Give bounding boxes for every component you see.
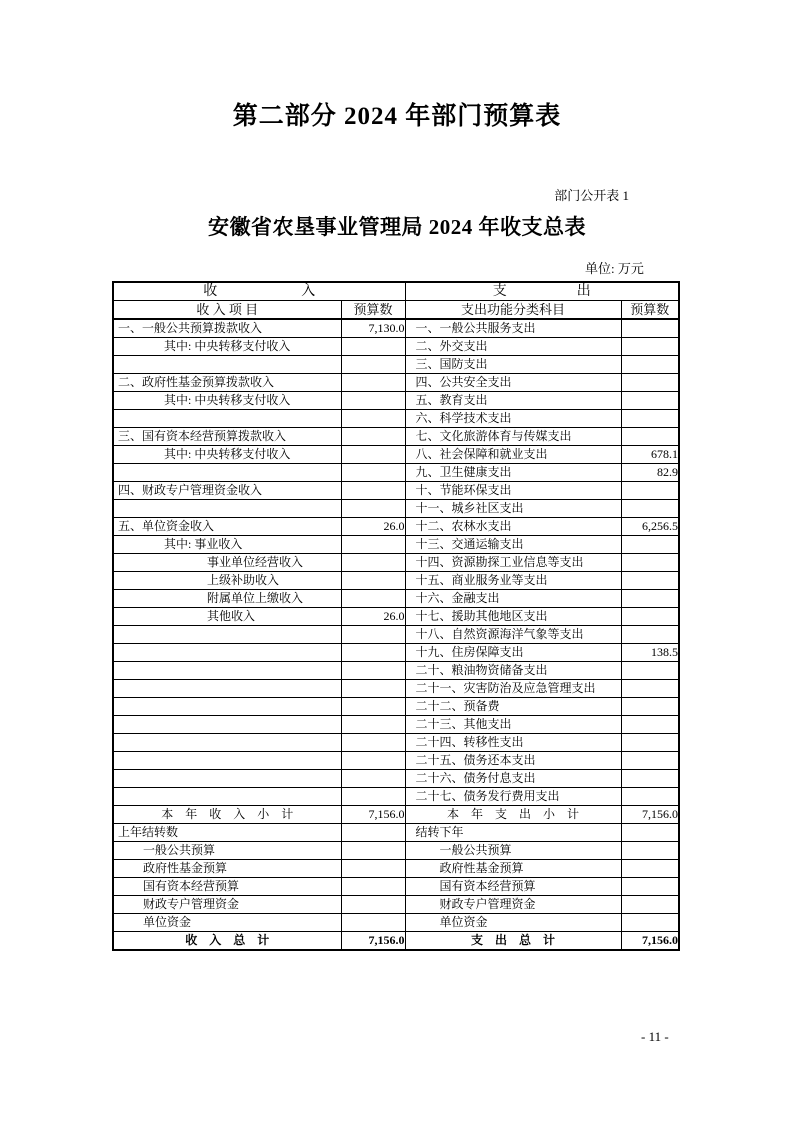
income-item-cell: 其中: 事业收入 — [113, 536, 341, 554]
expense-value-cell — [621, 319, 679, 338]
income-value-cell — [341, 572, 405, 590]
expense-value-cell — [621, 914, 679, 932]
expense-value-cell — [621, 410, 679, 428]
expense-item-cell: 六、科学技术支出 — [405, 410, 621, 428]
expense-value-cell — [621, 734, 679, 752]
expense-value-cell: 138.5 — [621, 644, 679, 662]
expense-item-cell: 二十、粮油物资储备支出 — [405, 662, 621, 680]
table-row — [113, 392, 679, 410]
expense-item-cell: 五、教育支出 — [405, 392, 621, 410]
table-row — [113, 446, 679, 464]
income-item-cell: 政府性基金预算 — [113, 860, 341, 878]
expense-item-cell: 十五、商业服务业等支出 — [405, 572, 621, 590]
income-item-cell — [113, 770, 341, 788]
income-section-header: 收 入 — [113, 282, 405, 301]
expense-item-cell: 结转下年 — [405, 824, 621, 842]
income-value-cell — [341, 626, 405, 644]
expense-item-cell: 二十六、债务付息支出 — [405, 770, 621, 788]
table-row — [113, 932, 679, 951]
income-item-cell — [113, 698, 341, 716]
table-row — [113, 662, 679, 680]
expense-value-cell — [621, 554, 679, 572]
income-value-cell — [341, 824, 405, 842]
expense-value-cell — [621, 878, 679, 896]
table-row — [113, 428, 679, 446]
expense-value-cell — [621, 716, 679, 734]
table-row — [113, 680, 679, 698]
page-title: 第二部分 2024 年部门预算表 — [232, 103, 562, 130]
expense-item-cell: 四、公共安全支出 — [405, 374, 621, 392]
expense-item-cell: 七、文化旅游体育与传媒支出 — [405, 428, 621, 446]
table-row — [113, 338, 679, 356]
income-item-cell: 二、政府性基金预算拨款收入 — [113, 374, 341, 392]
income-value-cell — [341, 716, 405, 734]
income-value-cell — [341, 536, 405, 554]
table-row — [113, 698, 679, 716]
expense-value-cell — [621, 824, 679, 842]
expense-value-cell — [621, 770, 679, 788]
income-item-cell — [113, 410, 341, 428]
expense-item-cell: 十四、资源勘探工业信息等支出 — [405, 554, 621, 572]
income-value-cell — [341, 338, 405, 356]
expense-item-cell: 二十三、其他支出 — [405, 716, 621, 734]
expense-value-cell — [621, 698, 679, 716]
income-item-cell: 五、单位资金收入 — [113, 518, 341, 536]
income-value-cell — [341, 392, 405, 410]
expense-value-cell: 678.1 — [621, 446, 679, 464]
table-row — [113, 500, 679, 518]
expense-value-cell — [621, 626, 679, 644]
expense-item-cell: 十六、金融支出 — [405, 590, 621, 608]
table-row — [113, 572, 679, 590]
table-row — [113, 608, 679, 626]
expense-value-cell: 6,256.5 — [621, 518, 679, 536]
income-item-cell — [113, 644, 341, 662]
expense-value-cell — [621, 356, 679, 374]
budget-table — [112, 281, 680, 951]
expense-item-cell: 十九、住房保障支出 — [405, 644, 621, 662]
income-value-cell — [341, 464, 405, 482]
table-row — [113, 860, 679, 878]
table-row — [113, 410, 679, 428]
income-item-cell — [113, 662, 341, 680]
income-value-cell — [341, 752, 405, 770]
expense-value-cell — [621, 536, 679, 554]
table-title: 安徽省农垦事业管理局 2024 年收支总表 — [208, 215, 586, 239]
expense-item-cell: 政府性基金预算 — [405, 860, 621, 878]
unit-label: 单位: 万元 — [585, 261, 644, 276]
table-row — [113, 626, 679, 644]
table-row — [113, 734, 679, 752]
table-row — [113, 536, 679, 554]
income-value-cell: 26.0 — [341, 608, 405, 626]
income-item-cell: 其他收入 — [113, 608, 341, 626]
income-item-cell: 上年结转数 — [113, 824, 341, 842]
table-row — [113, 788, 679, 806]
expense-item-cell: 支 出 总 计 — [405, 932, 621, 951]
income-item-cell: 附属单位上缴收入 — [113, 590, 341, 608]
expense-value-cell: 7,156.0 — [621, 806, 679, 824]
expense-item-cell: 十八、自然资源海洋气象等支出 — [405, 626, 621, 644]
income-value-cell — [341, 482, 405, 500]
budget-table-body — [113, 319, 679, 950]
income-value-cell — [341, 500, 405, 518]
table-row — [113, 770, 679, 788]
income-value-cell — [341, 860, 405, 878]
table-row — [113, 644, 679, 662]
table-row — [113, 319, 679, 338]
income-value-cell — [341, 446, 405, 464]
income-item-cell: 单位资金 — [113, 914, 341, 932]
expense-item-cell: 国有资本经营预算 — [405, 878, 621, 896]
expense-item-cell: 一、一般公共服务支出 — [405, 319, 621, 338]
income-item-cell — [113, 680, 341, 698]
income-item-cell: 四、财政专户管理资金收入 — [113, 482, 341, 500]
income-budget-column-header: 预算数 — [341, 301, 405, 320]
income-item-cell — [113, 752, 341, 770]
income-item-cell — [113, 788, 341, 806]
expense-value-cell — [621, 500, 679, 518]
expense-value-cell — [621, 752, 679, 770]
income-item-column-header: 收 入 项 目 — [113, 301, 341, 320]
table-row — [113, 716, 679, 734]
page-number: - 11 - — [641, 1029, 669, 1044]
expense-item-cell: 二、外交支出 — [405, 338, 621, 356]
table-row — [113, 590, 679, 608]
expense-value-cell — [621, 338, 679, 356]
expense-value-cell: 7,156.0 — [621, 932, 679, 951]
expense-item-cell: 二十一、灾害防治及应急管理支出 — [405, 680, 621, 698]
expense-item-cell: 财政专户管理资金 — [405, 896, 621, 914]
income-value-cell: 7,156.0 — [341, 932, 405, 951]
expense-value-cell — [621, 662, 679, 680]
income-item-cell: 其中: 中央转移支付收入 — [113, 446, 341, 464]
expense-value-cell — [621, 860, 679, 878]
table-row — [113, 806, 679, 824]
table-row — [113, 752, 679, 770]
expense-value-cell — [621, 680, 679, 698]
expense-item-cell: 十二、农林水支出 — [405, 518, 621, 536]
expense-item-cell: 八、社会保障和就业支出 — [405, 446, 621, 464]
expense-item-cell: 九、卫生健康支出 — [405, 464, 621, 482]
income-value-cell — [341, 374, 405, 392]
income-value-cell — [341, 770, 405, 788]
table-row — [113, 518, 679, 536]
expense-item-cell: 二十四、转移性支出 — [405, 734, 621, 752]
income-value-cell — [341, 590, 405, 608]
income-value-cell: 7,156.0 — [341, 806, 405, 824]
income-item-cell: 三、国有资本经营预算拨款收入 — [113, 428, 341, 446]
income-item-cell: 其中: 中央转移支付收入 — [113, 338, 341, 356]
income-item-cell: 事业单位经营收入 — [113, 554, 341, 572]
expense-value-cell — [621, 590, 679, 608]
income-value-cell — [341, 428, 405, 446]
table-row — [113, 464, 679, 482]
table-header-row — [113, 282, 679, 301]
expense-value-cell — [621, 842, 679, 860]
income-item-cell: 其中: 中央转移支付收入 — [113, 392, 341, 410]
expense-value-cell — [621, 896, 679, 914]
income-value-cell — [341, 896, 405, 914]
table-row — [113, 356, 679, 374]
income-item-cell: 国有资本经营预算 — [113, 878, 341, 896]
expense-item-cell: 一般公共预算 — [405, 842, 621, 860]
table-index-label: 部门公开表 1 — [554, 188, 629, 203]
income-item-cell: 财政专户管理资金 — [113, 896, 341, 914]
income-item-cell: 一、一般公共预算拨款收入 — [113, 319, 341, 338]
income-value-cell — [341, 878, 405, 896]
table-row — [113, 896, 679, 914]
table-subheader-row — [113, 301, 679, 320]
income-value-cell: 7,130.0 — [341, 319, 405, 338]
expense-value-cell — [621, 392, 679, 410]
income-item-cell — [113, 464, 341, 482]
income-value-cell — [341, 554, 405, 572]
expense-value-cell — [621, 482, 679, 500]
expense-item-cell: 十、节能环保支出 — [405, 482, 621, 500]
income-value-cell — [341, 698, 405, 716]
income-item-cell — [113, 356, 341, 374]
table-row — [113, 878, 679, 896]
expense-value-cell: 82.9 — [621, 464, 679, 482]
expense-value-cell — [621, 788, 679, 806]
income-item-cell: 一般公共预算 — [113, 842, 341, 860]
expense-value-cell — [621, 374, 679, 392]
expense-value-cell — [621, 572, 679, 590]
income-value-cell — [341, 734, 405, 752]
income-item-cell: 收 入 总 计 — [113, 932, 341, 951]
income-item-cell — [113, 734, 341, 752]
expense-value-cell — [621, 428, 679, 446]
expense-section-header: 支 出 — [405, 282, 679, 301]
expense-item-cell: 二十五、债务还本支出 — [405, 752, 621, 770]
expense-budget-column-header: 预算数 — [621, 301, 679, 320]
expense-item-cell: 二十七、债务发行费用支出 — [405, 788, 621, 806]
income-value-cell: 26.0 — [341, 518, 405, 536]
expense-item-column-header: 支出功能分类科目 — [405, 301, 621, 320]
income-value-cell — [341, 410, 405, 428]
income-value-cell — [341, 662, 405, 680]
expense-item-cell: 单位资金 — [405, 914, 621, 932]
table-row — [113, 374, 679, 392]
income-value-cell — [341, 644, 405, 662]
expense-item-cell: 十七、援助其他地区支出 — [405, 608, 621, 626]
income-item-cell: 本 年 收 入 小 计 — [113, 806, 341, 824]
table-row — [113, 554, 679, 572]
income-value-cell — [341, 914, 405, 932]
table-row — [113, 482, 679, 500]
income-value-cell — [341, 356, 405, 374]
income-value-cell — [341, 680, 405, 698]
table-row — [113, 824, 679, 842]
income-value-cell — [341, 788, 405, 806]
expense-value-cell — [621, 608, 679, 626]
expense-item-cell: 十一、城乡社区支出 — [405, 500, 621, 518]
income-item-cell — [113, 500, 341, 518]
table-row — [113, 914, 679, 932]
income-item-cell — [113, 626, 341, 644]
expense-item-cell: 二十二、预备费 — [405, 698, 621, 716]
expense-item-cell: 十三、交通运输支出 — [405, 536, 621, 554]
table-row — [113, 842, 679, 860]
expense-item-cell: 三、国防支出 — [405, 356, 621, 374]
expense-item-cell: 本 年 支 出 小 计 — [405, 806, 621, 824]
income-value-cell — [341, 842, 405, 860]
income-item-cell — [113, 716, 341, 734]
income-item-cell: 上级补助收入 — [113, 572, 341, 590]
